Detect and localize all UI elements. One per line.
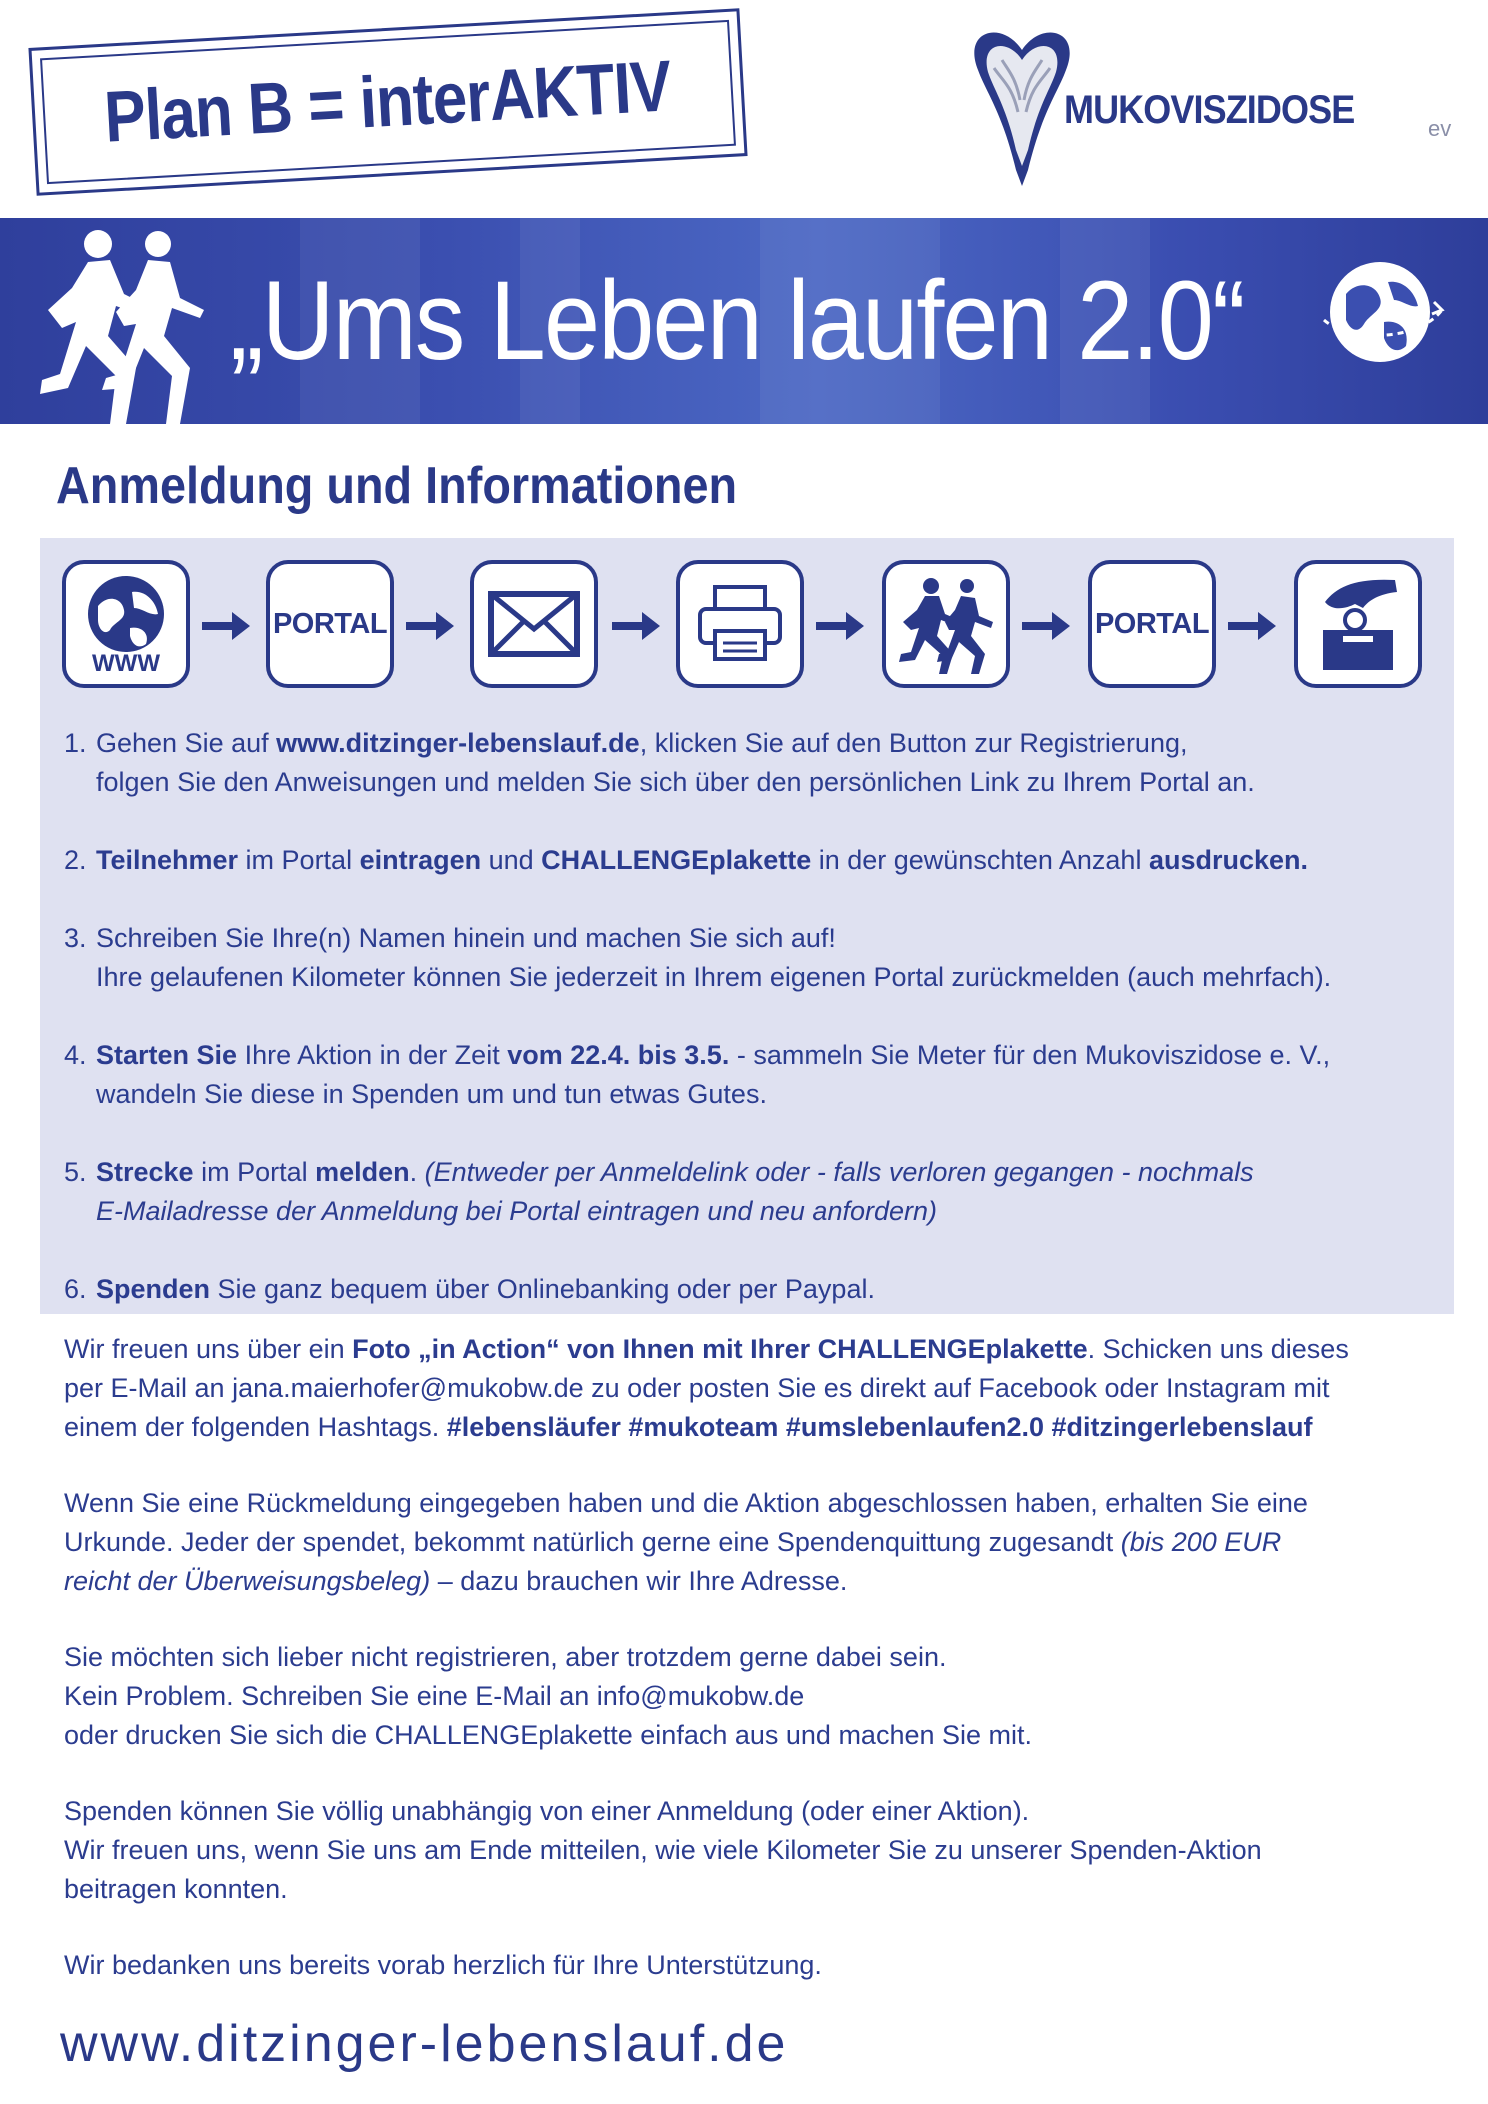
runners-icon	[40, 218, 210, 424]
step-emphasis: Teilnehmer	[96, 845, 239, 875]
step-4	[64, 1036, 1444, 1114]
step-note: (Entweder per Anmeldelink oder - falls verloren gegangen - nochmals	[424, 1157, 1254, 1187]
step-icon-portal-2	[1088, 560, 1216, 688]
website-link[interactable]: www.ditzinger-lebenslauf.de	[276, 728, 640, 758]
hashtags: #lebensläufer #mukoteam #umslebenlaufen2.0 #ditzingerlebenslauf	[446, 1412, 1313, 1442]
step-note: E-Mailadresse der Anmeldung bei Portal eintragen und neu anfordern)	[96, 1196, 938, 1226]
paragraph-text: Sie möchten sich lieber nicht registrieren, aber trotzdem gerne dabei sein.	[64, 1642, 947, 1672]
heart-wings-icon	[972, 20, 1072, 190]
step-text: , klicken Sie auf den Button zur Registrierung,	[639, 728, 1188, 758]
paragraph-text: Urkunde. Jeder der spendet, bekommt natürlich gerne eine Spendenquittung zugesandt	[64, 1527, 1121, 1557]
paragraph-text: per E-Mail an jana.maierhofer@mukobw.de zu oder posten Sie es direkt auf Facebook oder Instagram mit	[64, 1373, 1330, 1403]
step-icon-mail	[470, 560, 598, 688]
arrow-right-icon	[816, 610, 864, 642]
arrow-right-icon	[1022, 610, 1070, 642]
step-number: 6.	[64, 1274, 87, 1304]
certificate-paragraph	[64, 1484, 1444, 1601]
portal-label: PORTAL	[272, 607, 388, 640]
paragraph-text: Spenden können Sie völlig unabhängig von einer Anmeldung (oder einer Aktion).	[64, 1796, 1030, 1826]
step-emphasis: eintragen	[359, 845, 482, 875]
step-emphasis: vom 22.4. bis 3.5.	[507, 1040, 730, 1070]
step-6	[64, 1270, 1444, 1309]
globe-www-icon	[84, 572, 168, 656]
footer-website-link[interactable]: www.ditzinger-lebenslauf.de	[60, 2015, 789, 2073]
step-icon-portal	[266, 560, 394, 688]
logo-name: MUKOVISZIDOSE	[1064, 88, 1355, 132]
section-title: Anmeldung und Informationen	[56, 457, 738, 515]
step-text: folgen Sie den Anweisungen und melden Sie sich über den persönlichen Link zu Ihrem Portal an.	[96, 767, 1255, 797]
paragraph-text: einem der folgenden Hashtags.	[64, 1412, 447, 1442]
step-text: Gehen Sie auf	[96, 728, 277, 758]
title-banner	[0, 218, 1488, 424]
plan-b-text: Plan B = interAKTIV	[102, 46, 674, 158]
paragraph-text: beitragen konnten.	[64, 1874, 288, 1904]
logo-suffix: ev	[1428, 116, 1452, 141]
paragraph-note: (bis 200 EUR	[1120, 1527, 1282, 1557]
step-text: Ihre gelaufenen Kilometer können Sie jederzeit in Ihrem eigenen Portal zurückmelden (auch mehrfach).	[96, 962, 1332, 992]
paragraph-text: Kein Problem. Schreiben Sie eine E-Mail an info@mukobw.de	[64, 1681, 805, 1711]
step-text: in der gewünschten Anzahl	[811, 845, 1149, 875]
step-emphasis: ausdrucken.	[1148, 845, 1309, 875]
step-icon-printer	[676, 560, 804, 688]
arrow-right-icon	[612, 610, 660, 642]
paragraph-text: oder drucken Sie sich die CHALLENGEplakette einfach aus und machen Sie mit.	[64, 1720, 1033, 1750]
paragraph-text: Wir freuen uns, wenn Sie uns am Ende mitteilen, wie viele Kilometer Sie zu unserer Spenden-Aktion	[64, 1835, 1262, 1865]
arrow-right-icon	[1228, 610, 1276, 642]
envelope-icon	[488, 591, 580, 657]
donation-box-icon	[1313, 576, 1403, 672]
paragraph-note: reicht der Überweisungsbeleg)	[64, 1566, 431, 1596]
step-emphasis: melden	[315, 1157, 410, 1187]
donation-paragraph	[64, 1792, 1444, 1909]
www-label: WWW	[92, 650, 160, 677]
step-emphasis: CHALLENGEplakette	[541, 845, 812, 875]
paragraph-text: Wir bedanken uns bereits vorab herzlich für Ihre Unterstützung.	[64, 1950, 822, 1980]
step-icon-donation	[1294, 560, 1422, 688]
paragraph-text: – dazu brauchen wir Ihre Adresse.	[430, 1566, 848, 1596]
step-text: Schreiben Sie Ihre(n) Namen hinein und machen Sie sich auf!	[96, 923, 836, 953]
step-text: Ihre Aktion in der Zeit	[237, 1040, 508, 1070]
printer-icon	[697, 585, 783, 663]
paragraph-emphasis: Foto „in Action“ von Ihnen mit Ihrer CHALLENGEplakette	[352, 1334, 1088, 1364]
mukoviszidose-logo	[972, 20, 1472, 190]
banner-title: „Ums Leben laufen 2.0“	[230, 258, 1244, 383]
step-1	[64, 724, 1444, 802]
step-emphasis: Starten Sie	[96, 1040, 238, 1070]
step-text: und	[481, 845, 542, 875]
step-emphasis: Spenden	[96, 1274, 211, 1304]
step-number: 1.	[64, 728, 87, 758]
step-text: im Portal	[238, 845, 360, 875]
paragraph-text: Wir freuen uns über ein	[64, 1334, 353, 1364]
step-5	[64, 1153, 1444, 1231]
no-registration-paragraph	[64, 1638, 1444, 1755]
step-number: 2.	[64, 845, 87, 875]
plan-b-stamp	[28, 8, 747, 196]
globe-icon	[1318, 250, 1448, 380]
thanks-paragraph	[64, 1946, 1444, 1985]
info-panel	[40, 538, 1454, 1314]
step-text: - sammeln Sie Meter für den Mukoviszidose e. V.,	[729, 1040, 1331, 1070]
step-text: Sie ganz bequem über Onlinebanking oder per Paypal.	[210, 1274, 875, 1304]
step-emphasis: Strecke	[96, 1157, 194, 1187]
paragraph-text: . Schicken uns dieses	[1087, 1334, 1349, 1364]
step-icon-runners	[882, 560, 1010, 688]
step-text: im Portal	[193, 1157, 316, 1187]
step-text: .	[409, 1157, 425, 1187]
runners-small-icon	[897, 574, 995, 674]
paragraph-text: Wenn Sie eine Rückmeldung eingegeben haben und die Aktion abgeschlossen haben, erhalten Sie eine	[64, 1488, 1308, 1518]
photo-paragraph	[64, 1330, 1444, 1447]
portal-label: PORTAL	[1094, 607, 1210, 640]
step-icon-www	[62, 560, 190, 688]
arrow-right-icon	[406, 610, 454, 642]
step-3	[64, 919, 1444, 997]
step-number: 3.	[64, 923, 87, 953]
arrow-right-icon	[202, 610, 250, 642]
step-number: 5.	[64, 1157, 87, 1187]
step-2	[64, 841, 1444, 880]
step-number: 4.	[64, 1040, 87, 1070]
step-text: wandeln Sie diese in Spenden um und tun etwas Gutes.	[96, 1079, 767, 1109]
